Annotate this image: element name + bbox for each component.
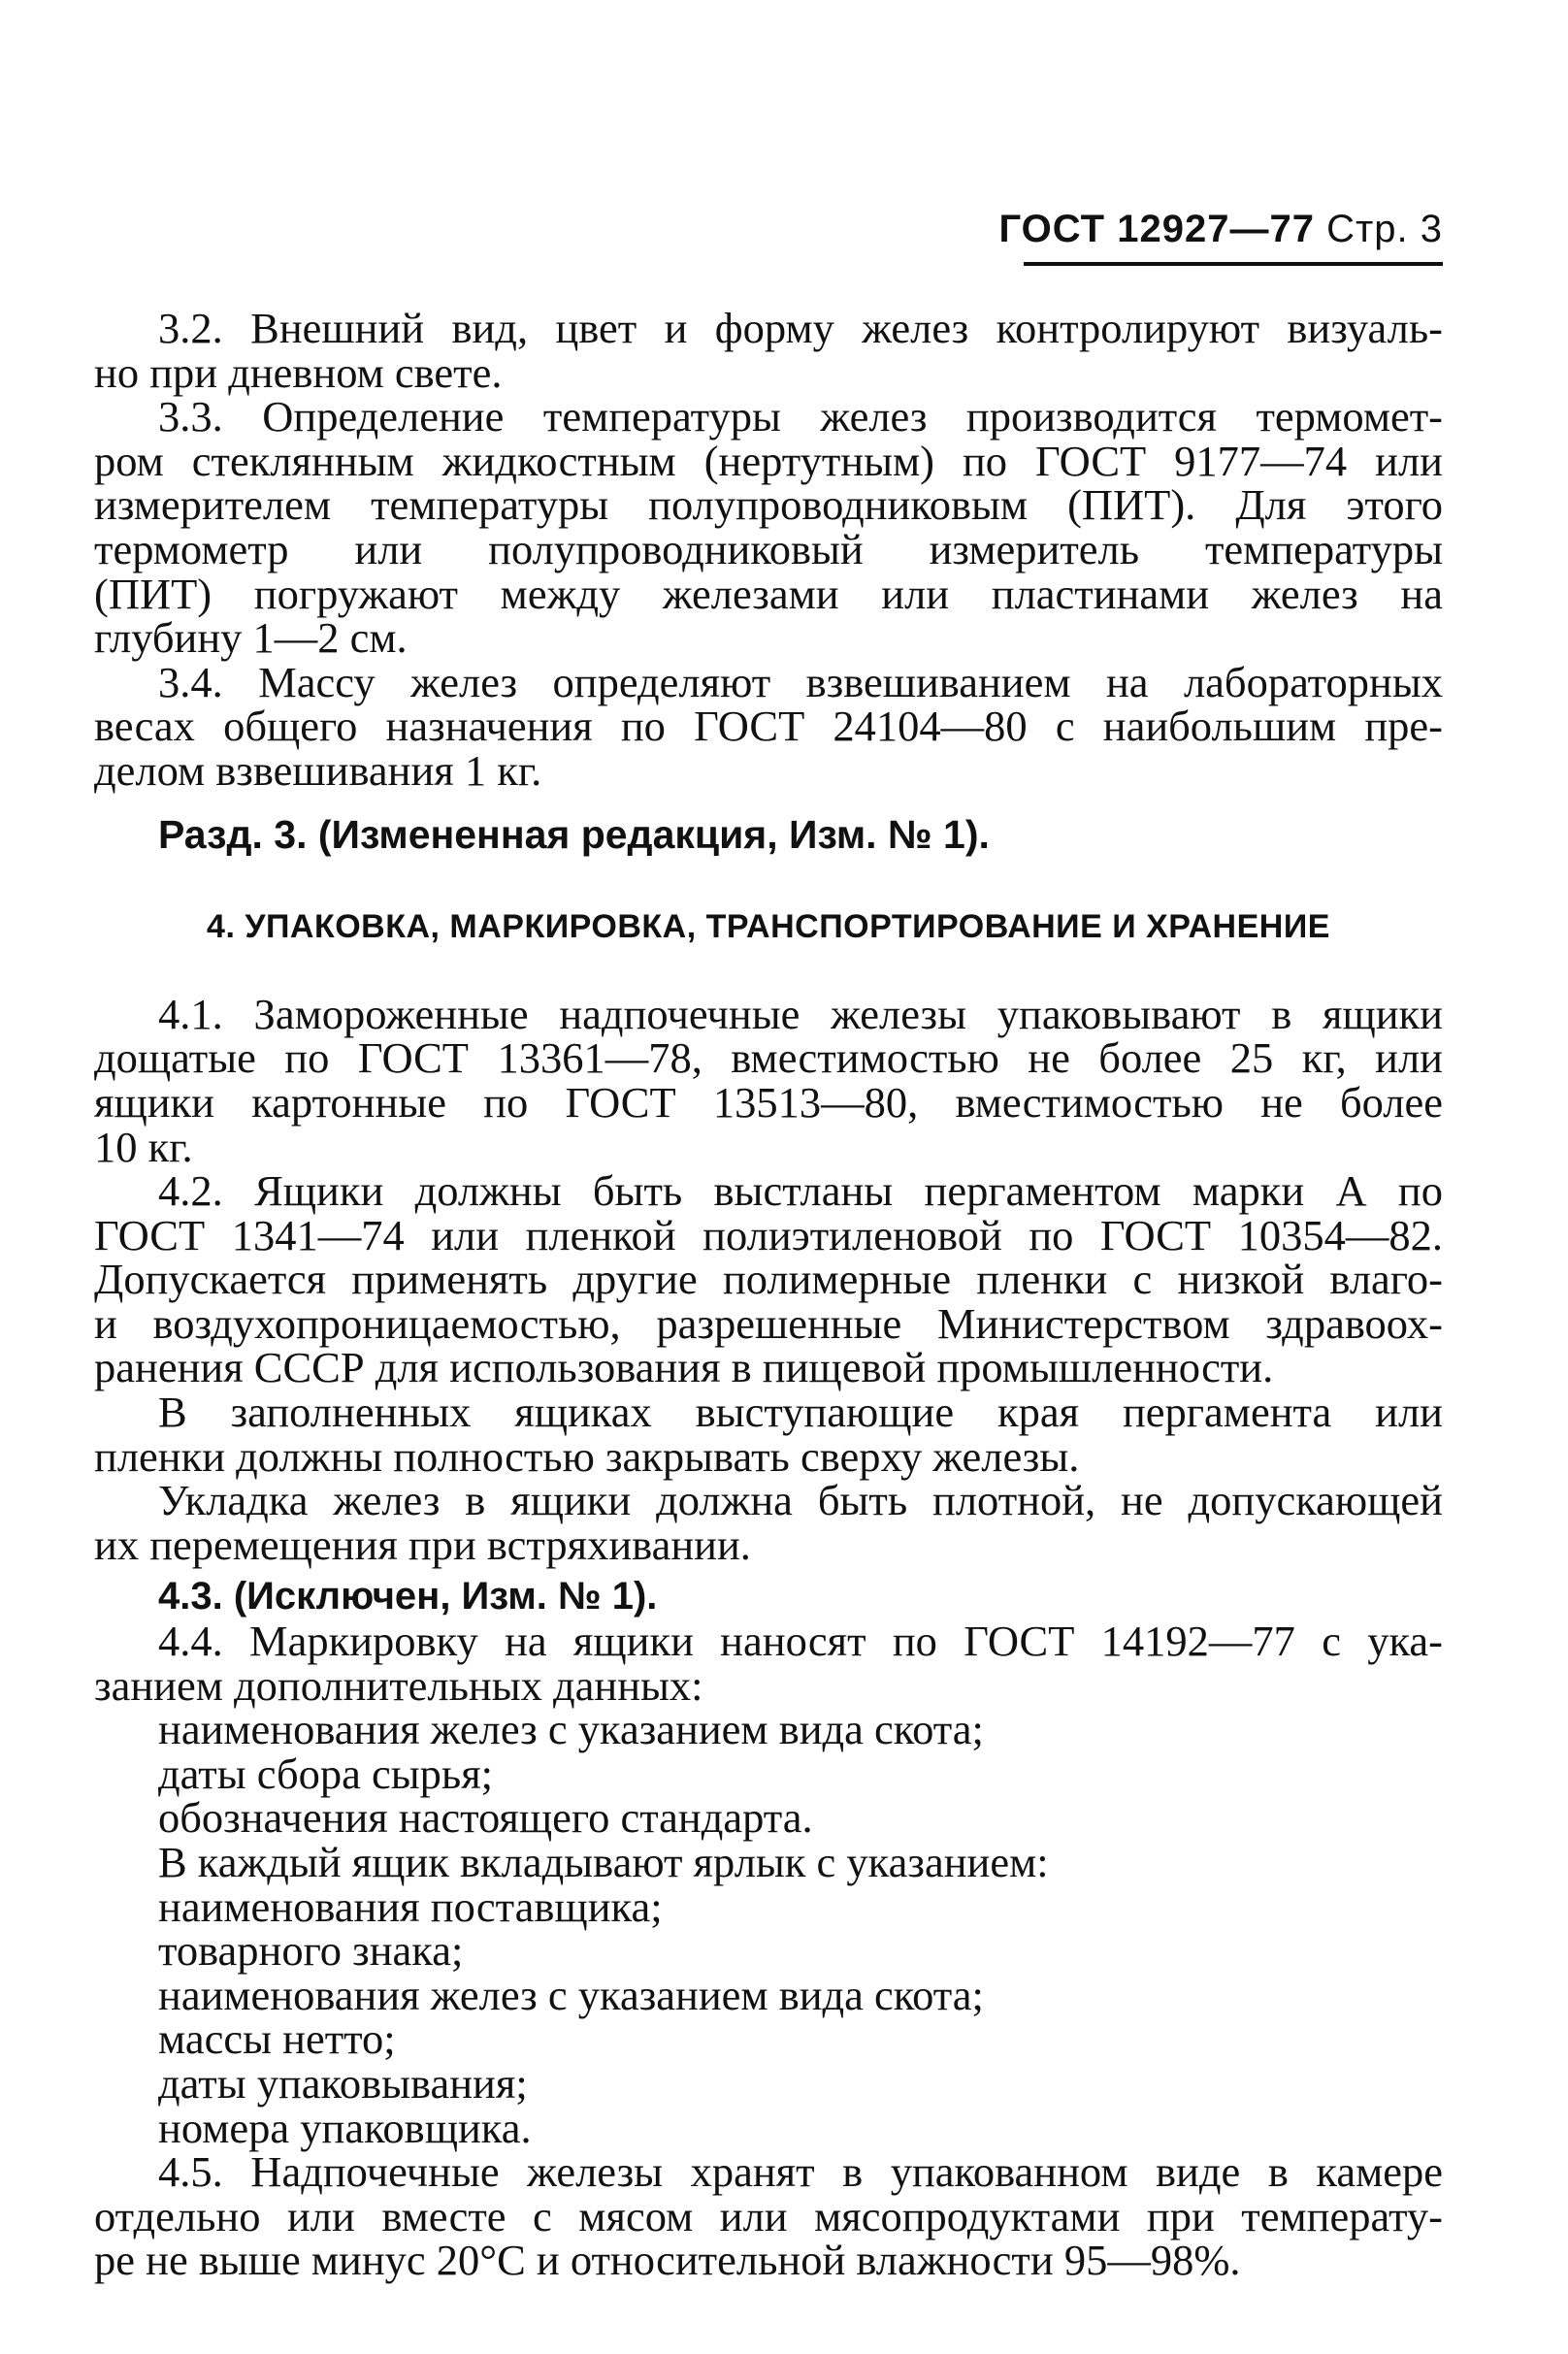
marking-list-item: обозначения настоящего стандарта. (158, 1793, 813, 1843)
standard-number: ГОСТ 12927—77 (998, 208, 1315, 250)
paragraph-4-2-line: ГОСТ 1341—74 или пленкой полиэтиленовой по ГОСТ 10354—82. (94, 1210, 1443, 1259)
label-list-item: даты упаковывания; (158, 2058, 528, 2108)
paragraph-4-2-line: Допускается применять другие полимерные пленки с низкой влаго- (94, 1255, 1443, 1304)
paragraph-4-2-line: 4.2. Ящики должны быть выстланы пергаментом марки А по (158, 1166, 1443, 1216)
paragraph-3-3-line: ром стеклянным жидкостным (нертутным) по ГОСТ 9177—74 или (94, 436, 1443, 485)
paragraph-4-2-packing-line: их перемещения при встряхивании. (94, 1520, 751, 1569)
page-header (94, 208, 1443, 251)
paragraph-3-3-line: термометр или полупроводниковый измеритель температуры (94, 524, 1443, 573)
label-list-item: товарного знака; (158, 1926, 464, 1976)
marking-list-item: даты сбора сырья; (158, 1749, 494, 1798)
label-list-item: наименования желез с указанием вида скота; (158, 1970, 984, 2019)
paragraph-4-2-packing-line: Укладка желез в ящики должна быть плотной, не допускающей (158, 1476, 1443, 1525)
document-body (94, 304, 1443, 2285)
paragraph-4-2-filling-line: пленки должны полностью закрывать сверху железы. (94, 1431, 1080, 1481)
marking-list-item: наименования желез с указанием вида скота; (158, 1705, 984, 1754)
paragraph-4-3-excluded (94, 1573, 1443, 1619)
paragraph-3-2-line: но при дневном свете. (94, 347, 503, 397)
paragraph-3-4-line: 3.4. Массу желез определяют взвешиванием на лабораторных (158, 657, 1443, 706)
paragraph-4-5-line: ре не выше минус 20°С и относительной влажности 95—98%. (94, 2236, 1241, 2285)
label-list-item: массы нетто; (158, 2014, 396, 2064)
paragraph-3-3-line: глубину 1—2 см. (94, 613, 408, 663)
paragraph-4-5-line: отдельно или вместе с мясом или мясопродуктами при температу- (94, 2191, 1443, 2240)
paragraph-4-1-line: 4.1. Замороженные надпочечные железы упаковывают в ящики (158, 989, 1443, 1038)
paragraph-4-4-line: занием дополнительных данных: (94, 1660, 703, 1710)
paragraph-3-4-line: делом взвешивания 1 кг. (94, 745, 542, 795)
page-number: Стр. 3 (1326, 208, 1443, 250)
paragraph-4-2-line: и воздухопроницаемостью, разрешенные Министерством здравоох- (94, 1298, 1443, 1348)
paragraph-4-1-line: 10 кг. (94, 1122, 193, 1171)
paragraph-4-4-line: 4.4. Маркировку на ящики наносят по ГОСТ 14192—77 с ука- (158, 1617, 1443, 1666)
paragraph-4-2-line: ранения СССР для использования в пищевой промышленности. (94, 1343, 1274, 1392)
paragraph-4-2-filling-line: В заполненных ящиках выступающие края пергамента или (158, 1388, 1443, 1437)
paragraph-3-4-line: весах общего назначения по ГОСТ 24104—80 с наибольшим пре- (94, 702, 1443, 751)
paragraph-4-5-line: 4.5. Надпочечные железы хранят в упакованном виде в камере (158, 2147, 1443, 2197)
label-intro: В каждый ящик вкладывают ярлык с указанием: (158, 1838, 1049, 1886)
section-4-heading: 4. УПАКОВКА, МАРКИРОВКА, ТРАНСПОРТИРОВАНИЕ И ХРАНЕНИЕ (207, 908, 1330, 946)
paragraph-3-3-line: 3.3. Определение температуры желез производится термомет- (158, 392, 1443, 441)
paragraph-3-2-line: 3.2. Внешний вид, цвет и форму желез контролируют визуаль- (158, 304, 1443, 352)
label-list-item: наименования поставщика; (158, 1881, 663, 1931)
paragraph-3-3-line: (ПИТ) погружают между железами или пластинами желез на (94, 569, 1443, 618)
paragraph-4-1-line: дощатые по ГОСТ 13361—78, вместимостью не более 25 кг, или (94, 1033, 1443, 1083)
paragraph-4-3-text: 4.3. (Исключен, Изм. № 1). (158, 1575, 658, 1618)
paragraph-4-1-line: ящики картонные по ГОСТ 13513—80, вместимостью не более (94, 1077, 1443, 1127)
label-list-item: номера упаковщика. (158, 2103, 532, 2152)
header-rule (1024, 262, 1443, 266)
section-3-amendment-note: Разд. 3. (Измененная редакция, Изм. № 1). (158, 811, 990, 857)
paragraph-3-3-line: измерителем температуры полупроводниковым (ПИТ). Для этого (94, 480, 1443, 530)
